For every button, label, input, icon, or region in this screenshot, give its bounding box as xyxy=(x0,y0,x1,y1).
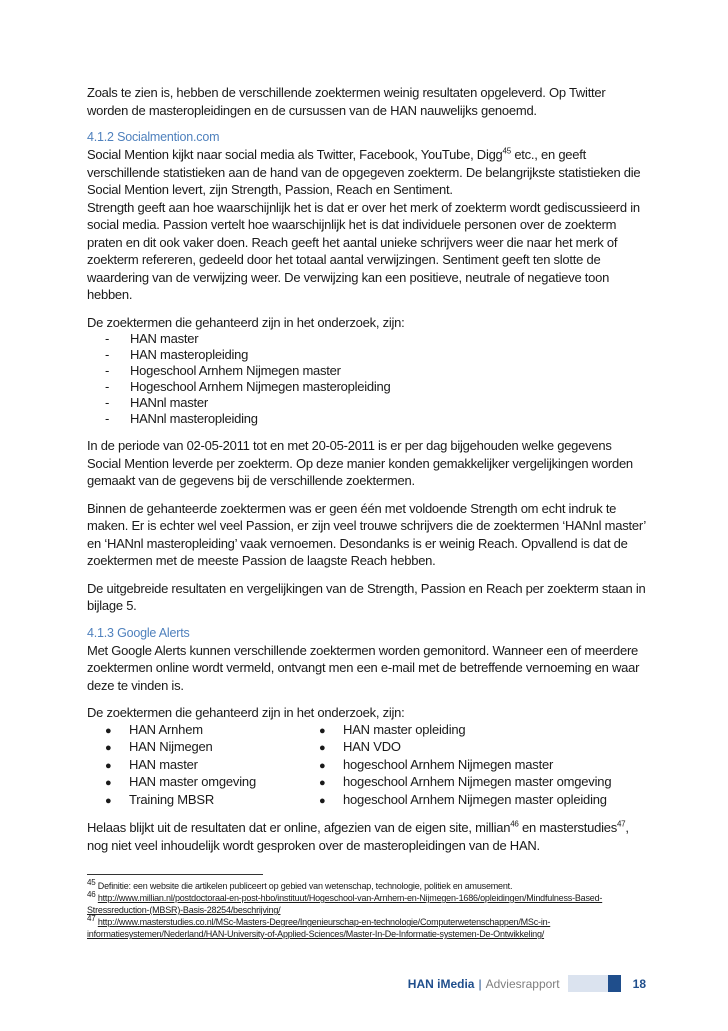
footer-decor-accent xyxy=(608,975,621,992)
list-item: ● hogeschool Arnhem Nijmegen master opleiding xyxy=(319,791,607,807)
socialmention-paragraph-4: Binnen de gehanteerde zoektermen was er geen één met voldoende Strength om echt indruk te maken. Er is echter wel veel Passion, er zijn veel trouwe schrijvers die de zoektermen ‘HANnl master’ en ‘HANnl masteropleiding’ vaak vernoemen. Desondanks is er weinig Reach. Opvallend is dat de zoektermen met de meeste Passion de laagste Reach hebben. xyxy=(87,500,646,568)
list-item: ● Training MBSR xyxy=(105,791,215,807)
footnote-45: $^{45}$ Definitie: een website die artikelen publiceert op gebied van wetenschap, technologie, politiek en amusement. xyxy=(87,878,513,891)
socialmention-paragraph-5: De uitgebreide resultaten en vergelijkingen van de Strength, Passion en Reach per zoekterm staan in bijlage 5. xyxy=(87,580,646,613)
footnote-ref-46: 46 xyxy=(510,819,519,829)
google-paragraph-1: Met Google Alerts kunnen verschillende zoektermen worden gemonitord. Wanneer een of meerdere zoektermen online wordt vermeld, ontvangt men een e-mail met de betreffende vernoeming en waar deze te vinden is. xyxy=(87,642,640,693)
list-item: - HAN masteropleiding xyxy=(105,347,249,362)
section-heading-google-alerts: 4.1.3 Google Alerts xyxy=(87,625,190,640)
list-item: ● HAN master opleiding xyxy=(319,721,466,737)
socialmention-terms-intro: De zoektermen die gehanteerd zijn in het onderzoek, zijn: xyxy=(87,314,405,330)
list-item: - HANnl masteropleiding xyxy=(105,411,258,426)
google-terms-intro: De zoektermen die gehanteerd zijn in het onderzoek, zijn: xyxy=(87,705,405,720)
footnote-ref-47: 47 xyxy=(616,819,626,829)
list-item: ● HAN VDO xyxy=(319,739,401,754)
google-terms-list xyxy=(87,722,647,810)
footer-separator: | xyxy=(478,976,482,991)
page-footer xyxy=(408,975,646,992)
section-heading-socialmention: 4.1.2 Socialmention.com xyxy=(87,130,220,144)
footnote-separator xyxy=(87,874,263,875)
socialmention-paragraph-2: Strength geeft aan hoe waarschijnlijk het is dat er over het merk of zoekterm wordt gediscussieerd in social media. Passion vertelt hoe waarschijnlijk het is dat individuele personen over de zoekterm praten en dit ook vaker doen. Reach geeft het aantal unieke schrijvers weer die naar het merk of zoekterm refereren, gedeeld door het totaal aantal verwijzingen. Sentiment geeft ten slotte de waardering van de verwijzing weer. De verwijzing kan een positieve, neutrale of negatieve toon hebben. xyxy=(87,199,640,302)
list-item: ● HAN master omgeving xyxy=(105,774,256,789)
intro-paragraph: Zoals te zien is, hebben de verschillende zoektermen weinig resultaten opgeleverd. Op Twitter worden de masteropleidingen en de cursussen van de HAN nauwelijks genoemd. xyxy=(87,85,606,118)
footer-subtitle: Adviesrapport xyxy=(485,976,560,991)
socialmention-paragraph-1: Social Mention kijkt naar social media als Twitter, Facebook, YouTube, Digg$^{45}$ etc., en geeft verschillende statistieken aan de hand van de opgegeven zoekterm. De belangrijkste statistieken die Social Mention levert, zijn Strength, Passion, Reach en Sentiment. xyxy=(87,146,641,197)
list-item: - HAN master xyxy=(105,331,199,346)
footnote-46-link[interactable]: http://www.millian.nl/postdoctoraal-en-post-hbo/instituut/Hogeschool-van-Arnhem-en-Nijmegen-1686/opleidingen/Mindfulness-Based-Stressreduction-(MBSR)-Basis-28254/beschrijving/ xyxy=(87,893,603,915)
list-item: - Hogeschool Arnhem Nijmegen master xyxy=(105,363,341,378)
list-item: ● hogeschool Arnhem Nijmegen master xyxy=(319,756,554,772)
page-number: 18 xyxy=(632,976,646,991)
google-paragraph-2: Helaas blijkt uit de resultaten dat er online, afgezien van de eigen site, millian$^{46}$ en masterstudies$^{47}$, nog niet veel inhoudelijk wordt gesproken over de masteropleidingen van de HAN. xyxy=(87,819,629,853)
document-body xyxy=(87,84,647,854)
list-item: ● HAN master xyxy=(105,756,198,772)
google-terms-right-column xyxy=(319,722,611,810)
footnote-46: $^{46}$ http://www.millian.nl/postdoctoraal-en-post-hbo/instituut/Hogeschool-van-Arnhem-en-Nijmegen-1686/opleidingen/Mindfulness-Based-Stressreduction-(MBSR)-Basis-28254/beschrijving/ xyxy=(87,890,603,915)
socialmention-terms-list xyxy=(87,331,647,427)
list-item: ● hogeschool Arnhem Nijmegen master omgeving xyxy=(319,774,612,789)
footnotes xyxy=(87,880,647,940)
footnote-ref-45: 45 xyxy=(502,146,511,156)
list-item: ● HAN Arnhem xyxy=(105,721,203,737)
list-item: - HANnl master xyxy=(105,395,208,410)
socialmention-paragraph-3: In de periode van 02-05-2011 tot en met 20-05-2011 is er per dag bijgehouden welke gegevens Social Mention leverde per zoekterm. Op deze manier konden gemakkelijker vergelijkingen worden gemaakt van de gegevens bij de verschillende zoektermen. xyxy=(87,438,633,488)
list-item: ● HAN Nijmegen xyxy=(105,739,213,754)
footnote-47: $^{47}$ http://www.masterstudies.co.nl/MSc-Masters-Degree/Ingenieurschap-en-technologie/Computerwetenschappen/MSc-in-informatiesystemen/Nederland/HAN-University-of-Applied-Sciences/Master-In-De-Informatie-systemen-De-Ontwikkeling/ xyxy=(87,914,551,939)
footer-brand: HAN iMedia xyxy=(407,976,475,991)
footer-decor-bar xyxy=(568,975,608,992)
list-item: - Hogeschool Arnhem Nijmegen masteropleiding xyxy=(105,379,391,394)
google-terms-left-column xyxy=(87,722,319,810)
footnote-47-link[interactable]: http://www.masterstudies.co.nl/MSc-Masters-Degree/Ingenieurschap-en-technologie/Computerwetenschappen/MSc-in-informatiesystemen/Nederland/HAN-University-of-Applied-Sciences/Master-In-De-Informatie-systemen-De-Ontwikkeling/ xyxy=(87,917,551,939)
